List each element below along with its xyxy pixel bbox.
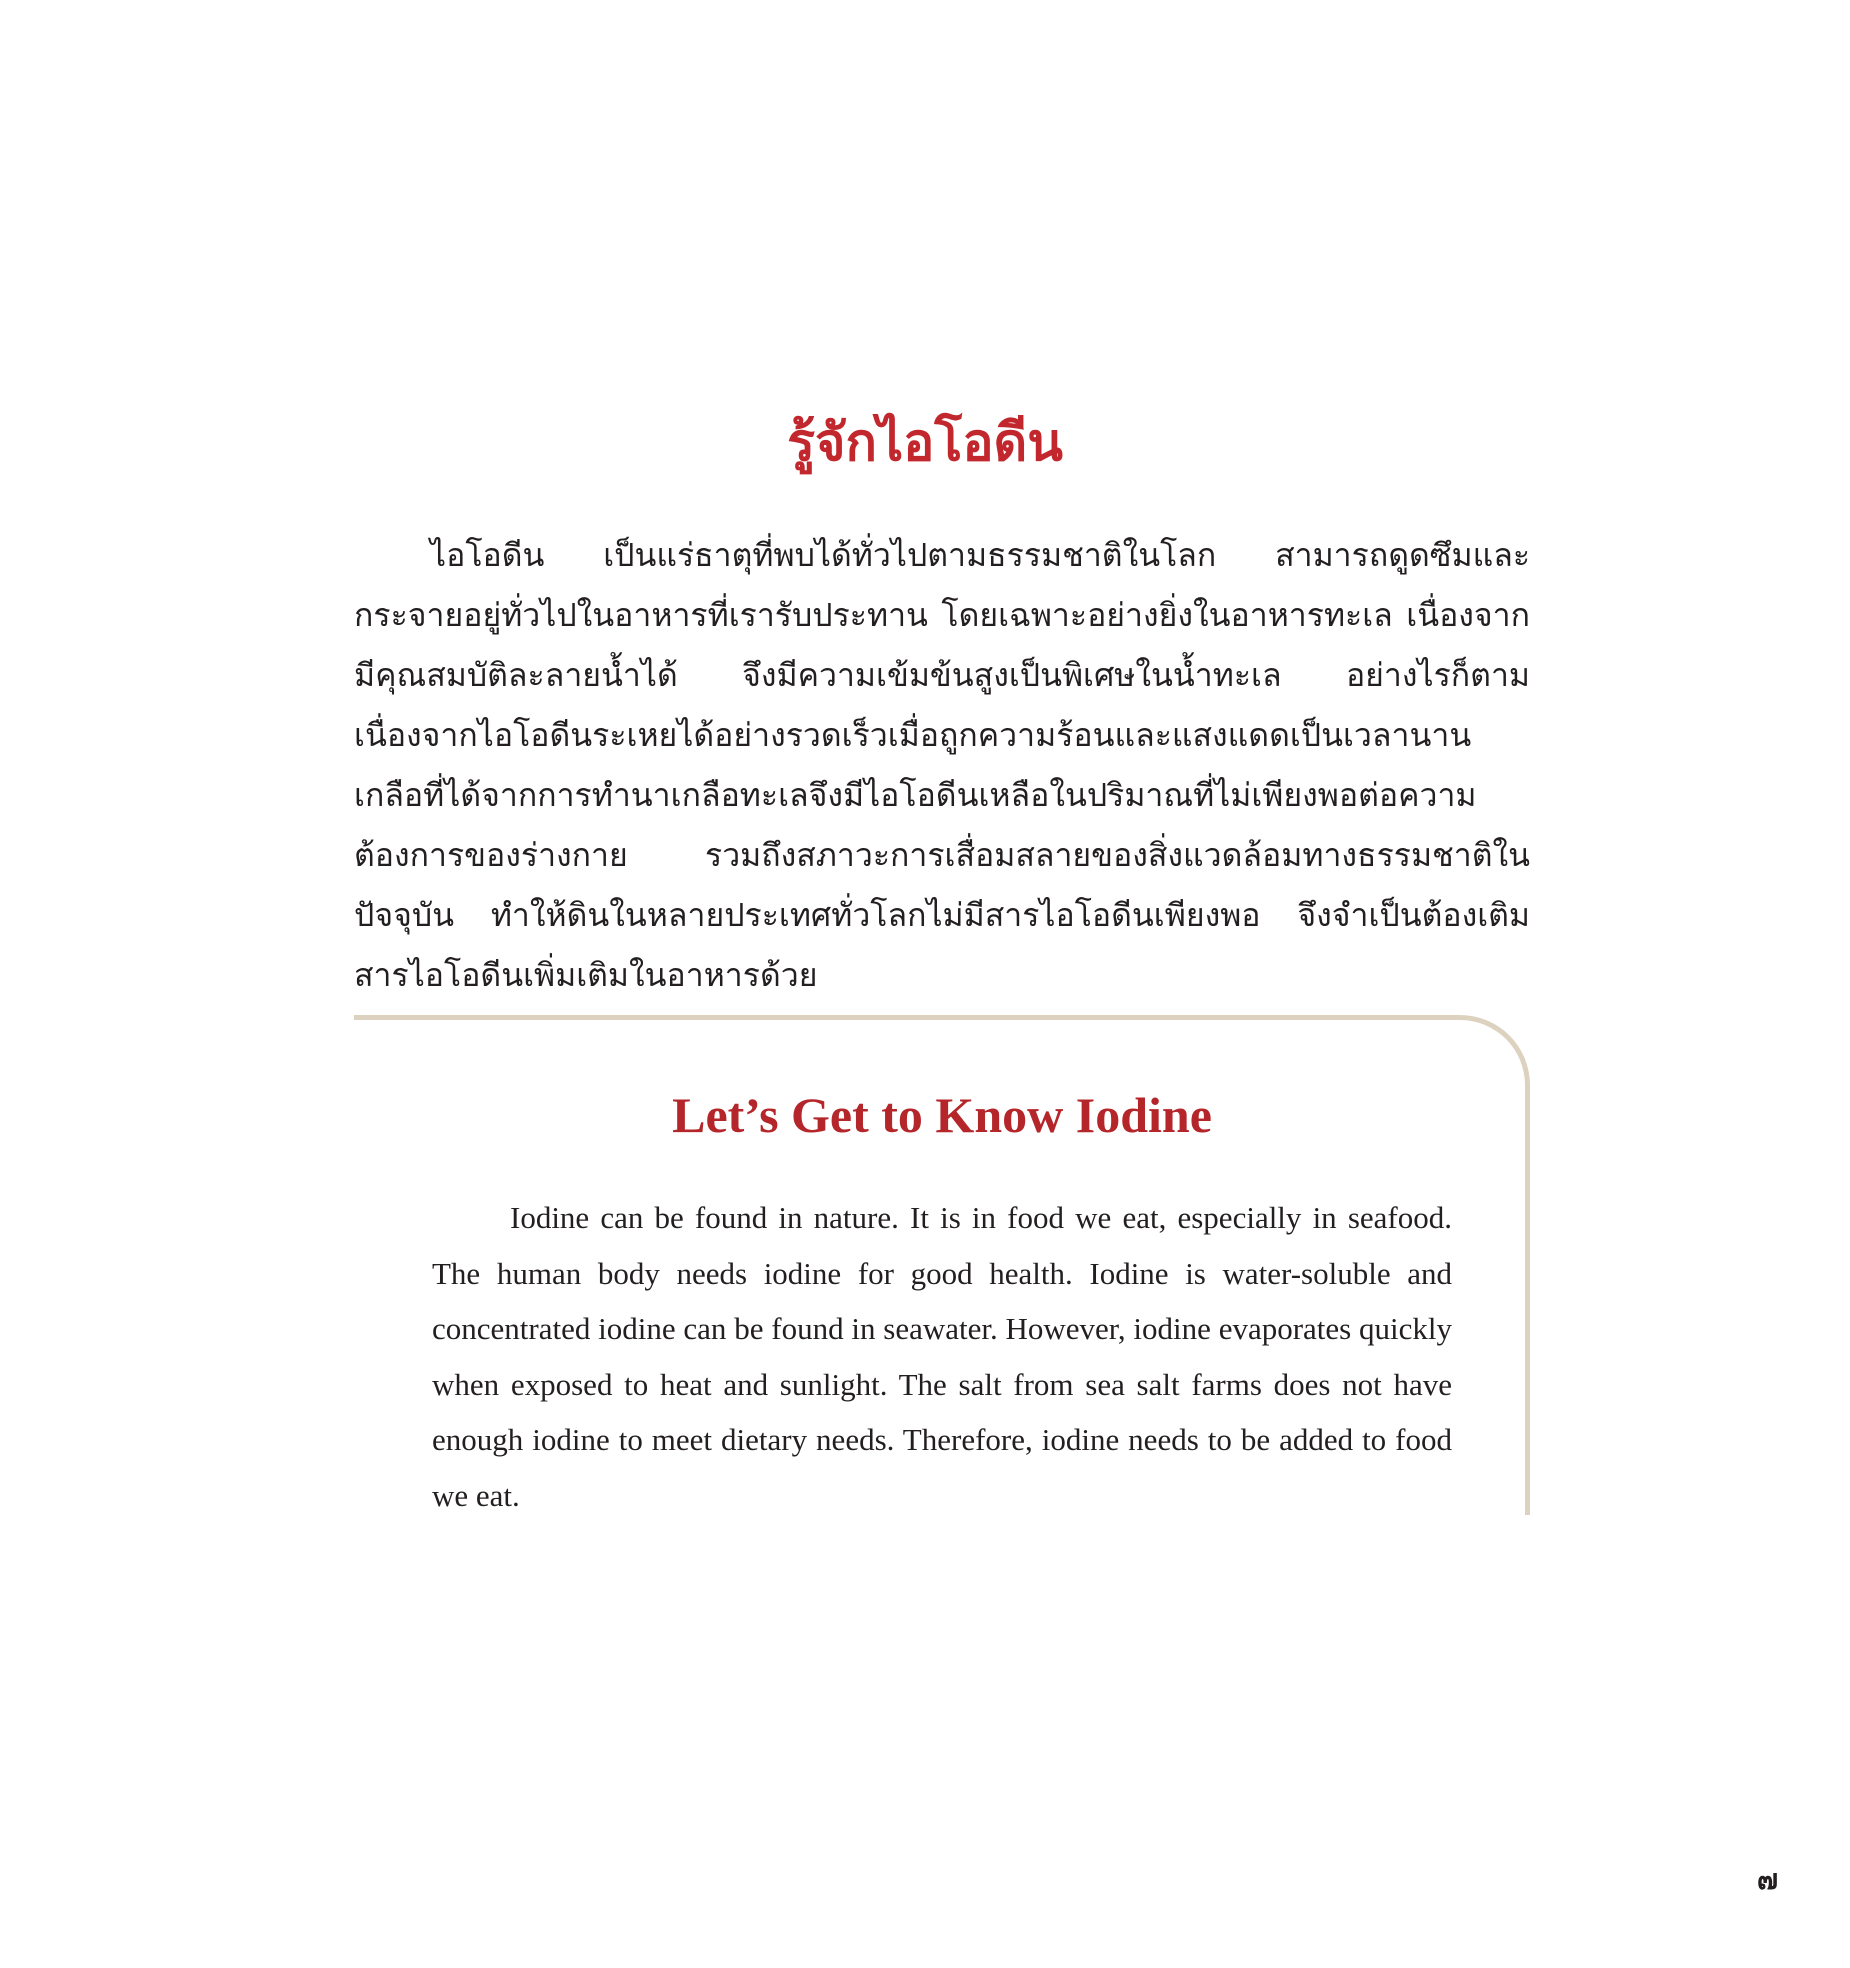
english-heading: Let’s Get to Know Iodine: [672, 1087, 1212, 1143]
thai-heading: รู้จักไอโอดีน: [787, 413, 1063, 473]
thai-paragraph: ไอโอดีน เป็นแร่ธาตุที่พบได้ทั่วไปตามธรรมชาติในโลก สามารถดูดซึมและกระจายอยู่ทั่วไปในอาหารที่เรารับประทาน โดยเฉพาะอย่างยิ่งในอาหารทะเล เนื่องจากมีคุณสมบัติละลายน้ำได้ จึงมีความเข้มข้นสูงเป็นพิเศษในน้ำทะเล อย่างไรก็ตาม เนื่องจากไอโอดีนระเหยได้อย่างรวดเร็วเมื่อถูกความร้อนและแสงแดดเป็นเวลานาน เกลือที่ได้จากการทำนาเกลือทะเลจึงมีไอโอดีนเหลือในปริมาณที่ไม่เพียงพอต่อความต้องการของร่างกาย รวมถึงสภาวะการเสื่อมสลายของสิ่งแวดล้อมทางธรรมชาติในปัจจุบัน ทำให้ดินในหลายประเทศทั่วโลกไม่มีสารไอโอดีนเพียงพอ จึงจำเป็นต้องเติมสารไอโอดีนเพิ่มเติมในอาหารด้วย: [354, 536, 1530, 994]
page-number: ๗: [1756, 1863, 1778, 1896]
english-paragraph: Iodine can be found in nature. It is in food we eat, especially in seafood. The human body needs iodine for good health. Iodine is water-soluble and concentrated iodine can be found in seawater. However, iodine evaporates quickly when exposed to heat and sunlight. The salt from sea salt farms does not have enough iodine to meet dietary needs. Therefore, iodine needs to be added to food we eat.: [432, 1200, 1452, 1513]
